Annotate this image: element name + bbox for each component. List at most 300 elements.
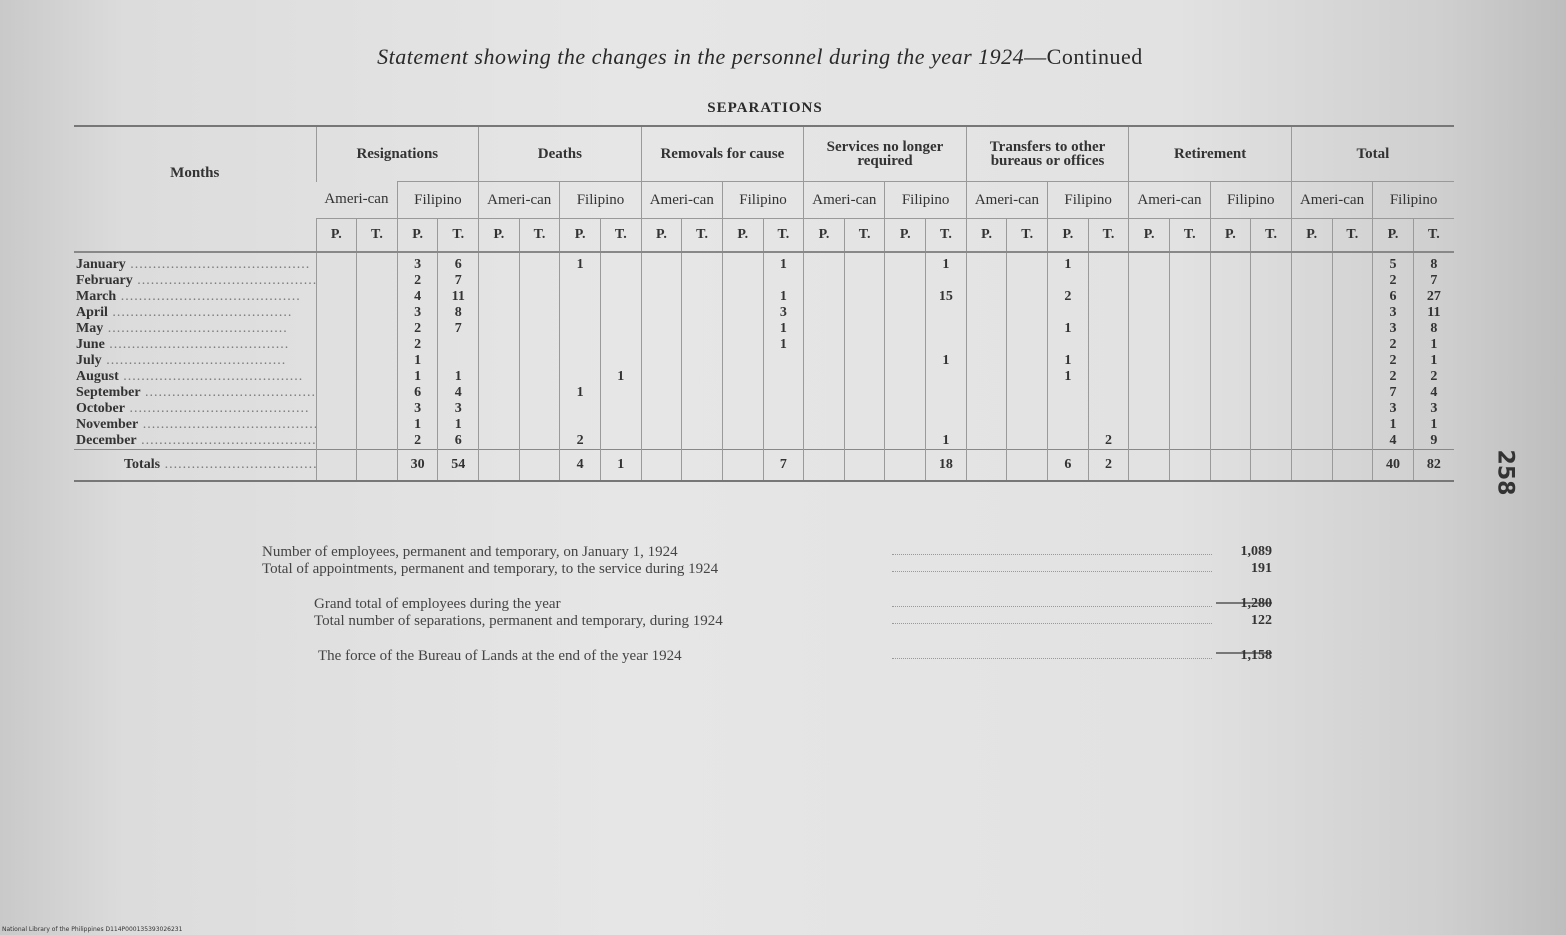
table-cell bbox=[1291, 433, 1332, 450]
table-cell bbox=[357, 289, 398, 305]
table-cell bbox=[763, 369, 804, 385]
table-cell bbox=[1210, 433, 1251, 450]
table-cell: 3 bbox=[438, 401, 479, 417]
table-cell bbox=[1048, 417, 1089, 433]
totals-cell bbox=[479, 450, 520, 482]
table-cell bbox=[804, 385, 845, 401]
dotted-leader bbox=[892, 554, 1212, 555]
table-cell bbox=[316, 252, 357, 273]
summary-line bbox=[262, 596, 1272, 613]
table-cell bbox=[1007, 433, 1048, 450]
table-cell bbox=[1251, 433, 1292, 450]
table-cell bbox=[1332, 433, 1373, 450]
table-cell bbox=[479, 433, 520, 450]
table-cell bbox=[1007, 321, 1048, 337]
table-row bbox=[74, 401, 1454, 417]
totals-cell bbox=[1169, 450, 1210, 482]
table-cell bbox=[844, 417, 885, 433]
table-cell bbox=[682, 401, 723, 417]
table-cell bbox=[519, 252, 560, 273]
table-cell bbox=[1088, 321, 1129, 337]
summary-value: 122 bbox=[1251, 613, 1272, 628]
table-cell bbox=[1007, 337, 1048, 353]
table-cell bbox=[1210, 289, 1251, 305]
table-cell bbox=[682, 321, 723, 337]
table-cell bbox=[682, 273, 723, 289]
page-number: 258 bbox=[1492, 449, 1518, 496]
table-cell bbox=[1332, 273, 1373, 289]
table-cell bbox=[1088, 252, 1129, 273]
table-cell bbox=[1332, 337, 1373, 353]
table-cell bbox=[357, 369, 398, 385]
month-cell: January ..... bbox=[74, 252, 316, 273]
group-header-row bbox=[74, 126, 1454, 182]
table-cell bbox=[641, 273, 682, 289]
table-cell bbox=[600, 273, 641, 289]
table-cell bbox=[1088, 305, 1129, 321]
pt-header: P. bbox=[1210, 219, 1251, 253]
table-cell bbox=[1291, 252, 1332, 273]
table-cell bbox=[804, 417, 845, 433]
table-cell: 8 bbox=[1413, 321, 1454, 337]
table-cell bbox=[1007, 417, 1048, 433]
table-cell bbox=[1332, 369, 1373, 385]
table-row bbox=[74, 353, 1454, 369]
table-cell: 1 bbox=[397, 353, 438, 369]
summary-value: 1,158 bbox=[1240, 648, 1272, 663]
totals-cell: 30 bbox=[397, 450, 438, 482]
table-cell bbox=[885, 417, 926, 433]
group-header: Removals for cause bbox=[641, 126, 804, 182]
totals-cell: 18 bbox=[926, 450, 967, 482]
pt-header: T. bbox=[519, 219, 560, 253]
summary-label: Number of employees, permanent and temporary, on January 1, 1924 bbox=[262, 544, 678, 560]
pt-header-row bbox=[74, 219, 1454, 253]
group-header: Resignations bbox=[316, 126, 479, 182]
pt-header: T. bbox=[1088, 219, 1129, 253]
subgroup-header: Filipino bbox=[1048, 182, 1129, 219]
table-cell bbox=[926, 385, 967, 401]
table-cell bbox=[1210, 321, 1251, 337]
table-cell bbox=[682, 305, 723, 321]
table-cell bbox=[722, 385, 763, 401]
month-cell: August ..... bbox=[74, 369, 316, 385]
table-cell bbox=[560, 305, 601, 321]
table-cell: 1 bbox=[763, 289, 804, 305]
separations-table-wrapper bbox=[74, 125, 1454, 482]
table-cell bbox=[357, 433, 398, 450]
table-cell bbox=[1251, 289, 1292, 305]
totals-cell bbox=[885, 450, 926, 482]
table-cell bbox=[316, 305, 357, 321]
month-cell: October ..... bbox=[74, 401, 316, 417]
table-cell: 2 bbox=[1048, 289, 1089, 305]
table-cell bbox=[844, 273, 885, 289]
table-cell bbox=[885, 252, 926, 273]
table-cell bbox=[763, 273, 804, 289]
pt-header: P. bbox=[641, 219, 682, 253]
table-cell bbox=[926, 401, 967, 417]
table-cell bbox=[1048, 433, 1089, 450]
table-cell bbox=[1088, 337, 1129, 353]
table-cell bbox=[519, 385, 560, 401]
table-cell bbox=[844, 385, 885, 401]
table-cell bbox=[885, 273, 926, 289]
table-cell: 1 bbox=[560, 385, 601, 401]
dotted-leader bbox=[892, 658, 1212, 659]
summary-label: Total number of separations, permanent and temporary, during 1924 bbox=[314, 613, 723, 629]
month-cell: November ..... bbox=[74, 417, 316, 433]
table-cell bbox=[966, 385, 1007, 401]
table-cell bbox=[966, 353, 1007, 369]
table-cell: 2 bbox=[397, 273, 438, 289]
totals-row bbox=[74, 450, 1454, 482]
subgroup-header: Ameri-can bbox=[324, 191, 389, 208]
table-cell: 6 bbox=[397, 385, 438, 401]
table-cell: 1 bbox=[926, 353, 967, 369]
table-cell bbox=[804, 305, 845, 321]
group-header: Total bbox=[1291, 126, 1454, 182]
table-cell bbox=[1251, 252, 1292, 273]
table-cell bbox=[1169, 401, 1210, 417]
table-cell bbox=[1210, 305, 1251, 321]
table-cell bbox=[519, 273, 560, 289]
table-cell bbox=[804, 353, 845, 369]
table-cell bbox=[479, 321, 520, 337]
table-cell bbox=[885, 433, 926, 450]
table-cell bbox=[357, 417, 398, 433]
table-cell bbox=[1332, 417, 1373, 433]
table-cell bbox=[1129, 401, 1170, 417]
table-cell bbox=[804, 433, 845, 450]
table-cell: 4 bbox=[397, 289, 438, 305]
table-cell bbox=[1129, 321, 1170, 337]
table-cell bbox=[1088, 273, 1129, 289]
group-header: Transfers to other bureaus or offices bbox=[966, 126, 1129, 182]
table-cell bbox=[316, 353, 357, 369]
table-cell bbox=[519, 401, 560, 417]
table-row bbox=[74, 433, 1454, 450]
table-cell: 3 bbox=[1373, 321, 1414, 337]
table-cell bbox=[600, 353, 641, 369]
subgroup-header: Ameri-can bbox=[479, 182, 560, 219]
table-cell bbox=[1291, 305, 1332, 321]
table-cell bbox=[1169, 321, 1210, 337]
table-cell: 15 bbox=[926, 289, 967, 305]
table-cell bbox=[1048, 305, 1089, 321]
totals-cell bbox=[966, 450, 1007, 482]
table-cell bbox=[966, 337, 1007, 353]
table-cell: 1 bbox=[600, 369, 641, 385]
table-cell bbox=[844, 401, 885, 417]
table-cell bbox=[1169, 252, 1210, 273]
page-title-suffix: —Continued bbox=[1024, 44, 1143, 69]
table-cell: 3 bbox=[397, 305, 438, 321]
table-cell: 8 bbox=[1413, 252, 1454, 273]
table-cell: 3 bbox=[1373, 401, 1414, 417]
month-cell: May ..... bbox=[74, 321, 316, 337]
table-row bbox=[74, 273, 1454, 289]
table-cell bbox=[885, 385, 926, 401]
subgroup-header: Ameri-can bbox=[1291, 182, 1372, 219]
table-cell bbox=[844, 337, 885, 353]
table-cell: 2 bbox=[1373, 353, 1414, 369]
table-cell bbox=[316, 433, 357, 450]
table-cell bbox=[1251, 337, 1292, 353]
summary-line bbox=[262, 544, 1272, 561]
table-cell: 1 bbox=[1048, 252, 1089, 273]
table-cell bbox=[804, 289, 845, 305]
table-cell bbox=[1169, 273, 1210, 289]
table-cell bbox=[1332, 289, 1373, 305]
table-cell bbox=[1169, 305, 1210, 321]
table-cell bbox=[560, 289, 601, 305]
table-cell: 3 bbox=[1413, 401, 1454, 417]
table-cell bbox=[1210, 353, 1251, 369]
group-header: Deaths bbox=[479, 126, 642, 182]
pt-header: T. bbox=[682, 219, 723, 253]
totals-cell: 7 bbox=[763, 450, 804, 482]
table-cell bbox=[804, 321, 845, 337]
group-header: Services no longer required bbox=[804, 126, 967, 182]
table-cell: 1 bbox=[763, 321, 804, 337]
table-cell bbox=[1169, 433, 1210, 450]
table-cell bbox=[519, 369, 560, 385]
month-cell: July ..... bbox=[74, 353, 316, 369]
summary-line bbox=[262, 648, 1272, 665]
table-cell bbox=[682, 337, 723, 353]
pt-header: P. bbox=[885, 219, 926, 253]
month-cell: April ..... bbox=[74, 305, 316, 321]
table-cell bbox=[316, 417, 357, 433]
table-cell bbox=[885, 353, 926, 369]
table-cell bbox=[722, 337, 763, 353]
table-cell: 7 bbox=[1373, 385, 1414, 401]
table-cell bbox=[682, 385, 723, 401]
month-cell: December ..... bbox=[74, 433, 316, 450]
table-cell bbox=[926, 369, 967, 385]
table-cell bbox=[479, 305, 520, 321]
table-cell bbox=[966, 305, 1007, 321]
table-cell: 3 bbox=[397, 401, 438, 417]
table-cell bbox=[357, 305, 398, 321]
table-cell bbox=[519, 353, 560, 369]
table-cell bbox=[966, 289, 1007, 305]
totals-cell: 54 bbox=[438, 450, 479, 482]
subgroup-header: Ameri-can bbox=[641, 182, 722, 219]
summary-line bbox=[262, 561, 1272, 578]
table-cell bbox=[926, 273, 967, 289]
table-cell: 1 bbox=[1413, 337, 1454, 353]
table-cell bbox=[357, 337, 398, 353]
table-row bbox=[74, 321, 1454, 337]
summary-label: Grand total of employees during the year bbox=[314, 596, 561, 612]
table-cell: 1 bbox=[1048, 321, 1089, 337]
pt-header: T. bbox=[763, 219, 804, 253]
totals-cell: 1 bbox=[600, 450, 641, 482]
table-cell bbox=[1169, 289, 1210, 305]
subgroup-header: Ameri-can bbox=[966, 182, 1047, 219]
table-cell bbox=[885, 337, 926, 353]
totals-cell bbox=[804, 450, 845, 482]
table-cell bbox=[844, 289, 885, 305]
table-cell bbox=[641, 289, 682, 305]
table-cell: 1 bbox=[1373, 417, 1414, 433]
table-cell bbox=[1169, 353, 1210, 369]
table-cell bbox=[1251, 273, 1292, 289]
table-cell bbox=[1332, 385, 1373, 401]
table-cell bbox=[357, 273, 398, 289]
table-cell bbox=[1007, 401, 1048, 417]
totals-cell bbox=[682, 450, 723, 482]
table-cell bbox=[1210, 337, 1251, 353]
table-cell bbox=[804, 369, 845, 385]
table-cell: 3 bbox=[397, 252, 438, 273]
table-cell bbox=[1169, 337, 1210, 353]
pt-header: P. bbox=[1373, 219, 1414, 253]
pt-header: P. bbox=[1048, 219, 1089, 253]
table-cell bbox=[926, 321, 967, 337]
table-cell bbox=[1088, 385, 1129, 401]
table-cell bbox=[600, 289, 641, 305]
table-body bbox=[74, 252, 1454, 481]
totals-cell bbox=[1129, 450, 1170, 482]
pt-header: P. bbox=[1129, 219, 1170, 253]
pt-header: T. bbox=[1413, 219, 1454, 253]
table-cell bbox=[966, 433, 1007, 450]
table-cell bbox=[600, 433, 641, 450]
table-cell: 1 bbox=[1413, 353, 1454, 369]
page-title bbox=[0, 44, 1520, 70]
table-cell bbox=[600, 337, 641, 353]
table-row bbox=[74, 337, 1454, 353]
footer-credit: National Library of the Philippines D114P000135393026231 bbox=[2, 926, 183, 933]
table-cell bbox=[1088, 369, 1129, 385]
table-cell bbox=[722, 305, 763, 321]
group-header: Retirement bbox=[1129, 126, 1292, 182]
table-cell bbox=[1251, 353, 1292, 369]
table-cell bbox=[316, 273, 357, 289]
totals-cell bbox=[316, 450, 357, 482]
table-cell: 1 bbox=[438, 417, 479, 433]
table-cell bbox=[357, 252, 398, 273]
table-cell bbox=[479, 385, 520, 401]
table-cell bbox=[1048, 273, 1089, 289]
table-cell bbox=[682, 252, 723, 273]
totals-cell: 40 bbox=[1373, 450, 1414, 482]
table-cell bbox=[1169, 385, 1210, 401]
table-cell bbox=[600, 401, 641, 417]
table-cell bbox=[1088, 289, 1129, 305]
table-cell bbox=[682, 433, 723, 450]
table-cell bbox=[682, 353, 723, 369]
month-cell: March ..... bbox=[74, 289, 316, 305]
pt-header: P. bbox=[966, 219, 1007, 253]
table-cell bbox=[763, 385, 804, 401]
table-cell: 6 bbox=[1373, 289, 1414, 305]
table-cell bbox=[519, 433, 560, 450]
table-cell: 2 bbox=[397, 337, 438, 353]
table-cell bbox=[885, 401, 926, 417]
table-cell: 1 bbox=[763, 252, 804, 273]
totals-cell bbox=[519, 450, 560, 482]
table-cell bbox=[357, 385, 398, 401]
subgroup-header: Filipino bbox=[1210, 182, 1291, 219]
totals-cell: 6 bbox=[1048, 450, 1089, 482]
table-cell: 1 bbox=[926, 252, 967, 273]
table-cell bbox=[560, 417, 601, 433]
table-cell: 1 bbox=[926, 433, 967, 450]
table-cell: 1 bbox=[397, 417, 438, 433]
table-row bbox=[74, 369, 1454, 385]
table-cell: 2 bbox=[397, 433, 438, 450]
table-cell bbox=[357, 353, 398, 369]
table-cell bbox=[1169, 417, 1210, 433]
totals-cell bbox=[641, 450, 682, 482]
table-cell bbox=[1129, 369, 1170, 385]
subgroup-header: Filipino bbox=[722, 182, 803, 219]
table-cell bbox=[1291, 273, 1332, 289]
totals-cell: 2 bbox=[1088, 450, 1129, 482]
table-cell bbox=[479, 337, 520, 353]
table-cell bbox=[479, 273, 520, 289]
table-cell: 2 bbox=[1373, 337, 1414, 353]
table-cell bbox=[844, 433, 885, 450]
table-cell bbox=[641, 321, 682, 337]
summary-value: 1,089 bbox=[1240, 544, 1272, 559]
table-cell: 1 bbox=[560, 252, 601, 273]
table-cell bbox=[1210, 385, 1251, 401]
table-cell bbox=[1007, 353, 1048, 369]
table-cell: 4 bbox=[1413, 385, 1454, 401]
table-cell bbox=[722, 433, 763, 450]
dotted-leader bbox=[892, 623, 1212, 624]
table-cell bbox=[1129, 273, 1170, 289]
table-cell: 1 bbox=[1048, 369, 1089, 385]
table-cell bbox=[641, 369, 682, 385]
table-cell: 9 bbox=[1413, 433, 1454, 450]
table-cell bbox=[722, 289, 763, 305]
table-cell: 2 bbox=[1413, 369, 1454, 385]
table-cell bbox=[1291, 321, 1332, 337]
table-cell bbox=[926, 305, 967, 321]
table-cell bbox=[804, 337, 845, 353]
table-cell bbox=[1251, 385, 1292, 401]
table-cell bbox=[479, 417, 520, 433]
summary-label: The force of the Bureau of Lands at the end of the year 1924 bbox=[318, 648, 682, 664]
subgroup-header: Filipino bbox=[560, 182, 641, 219]
table-cell: 1 bbox=[438, 369, 479, 385]
table-cell bbox=[1088, 417, 1129, 433]
summary-value: 191 bbox=[1251, 561, 1272, 576]
months-header-spacer bbox=[74, 219, 316, 253]
table-cell bbox=[1332, 305, 1373, 321]
table-cell bbox=[682, 369, 723, 385]
table-cell bbox=[722, 401, 763, 417]
table-cell: 3 bbox=[763, 305, 804, 321]
table-cell bbox=[763, 417, 804, 433]
table-cell: 4 bbox=[1373, 433, 1414, 450]
table-cell bbox=[1251, 305, 1292, 321]
table-cell bbox=[479, 401, 520, 417]
table-cell bbox=[1088, 401, 1129, 417]
pt-header: P. bbox=[722, 219, 763, 253]
table-cell bbox=[1291, 401, 1332, 417]
summary-line bbox=[262, 613, 1272, 630]
table-cell: 3 bbox=[1373, 305, 1414, 321]
table-cell bbox=[438, 353, 479, 369]
table-cell bbox=[844, 252, 885, 273]
